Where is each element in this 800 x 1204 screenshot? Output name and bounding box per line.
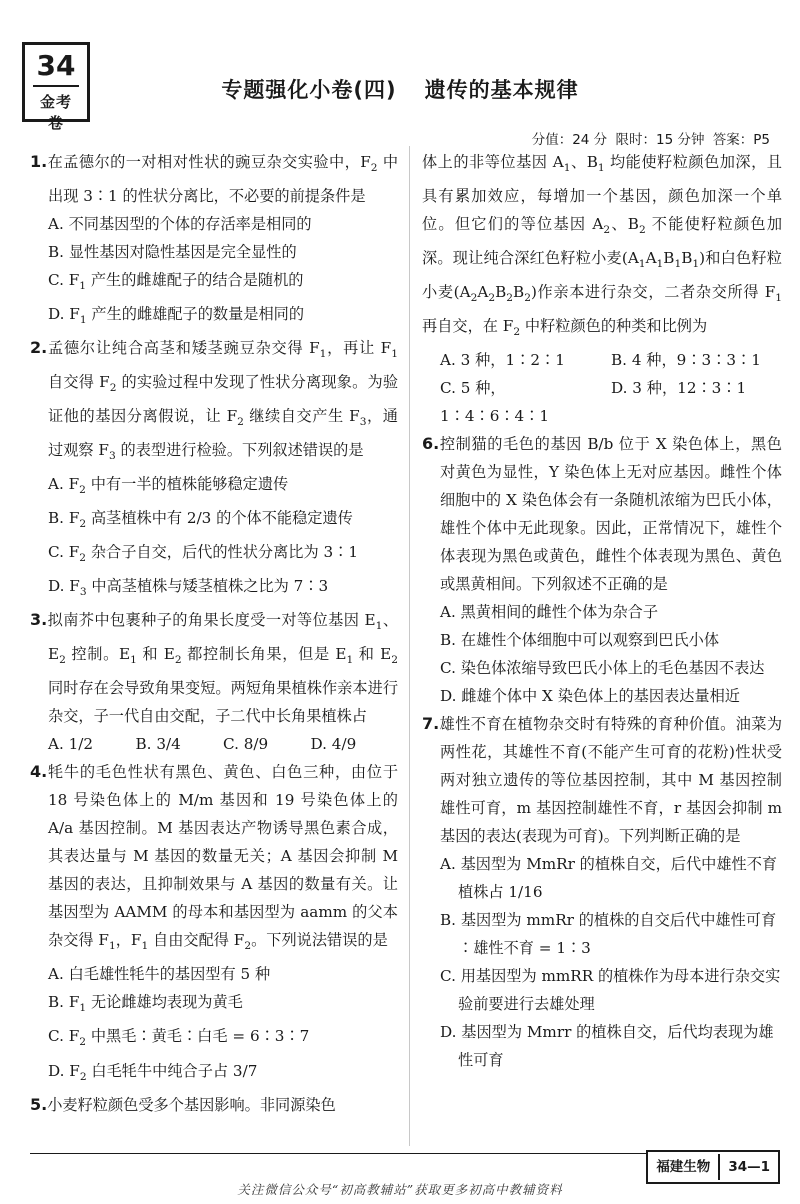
option-c: C. $F_1$ 产生的雌雄配子的结合是随机的 [48, 271, 304, 293]
option-d: D. $F_2$ 白毛牦牛中纯合子占 3/7 [48, 1061, 258, 1083]
paper-meta [528, 128, 770, 148]
option-c: C. $F_2$ 杂合子自交，后代的性状分离比为 3∶1 [48, 543, 359, 565]
question-number: 7. [422, 714, 440, 734]
option-a: A. $F_2$ 中有一半的植株能够稳定遗传 [48, 475, 289, 497]
question-5-start [30, 1091, 398, 1119]
badge-brand: 金考卷 [33, 85, 79, 133]
question-5-cont [422, 148, 782, 430]
option-d: D. 基因型为 Mmrr 的植株自交，后代均表现为雄性可育 [440, 1023, 774, 1070]
option-a: A. 1/2 [48, 735, 94, 754]
option-a: A. 白毛雄性牦牛的基因型有 5 种 [48, 965, 271, 984]
meta-time: 限时：15 分钟 [615, 132, 705, 148]
option-a: A. 基因型为 MmRr 的植株自交，后代中雄性不育植株占 1/16 [440, 855, 778, 902]
question-number: 6. [422, 434, 440, 454]
option-b: B. 3/4 [135, 735, 181, 754]
question-stem-continued: 体上的非等位基因 $A_1$、$B_1$ 均能使籽粒颜色加深，且具有累加效应，每增加一个基因，颜色加深一个单位。但它们的等位基因 $A_2$、$B_2$ 不能使籽粒颜色加深。现让纯合深红色籽粒小麦$(A_1A_1B_1B_1)$和白色籽粒小麦$(A_2A_2B_2B_2)$作亲本进行杂交，二者杂交所得 $F_1$ 再自交，在 $F_2$ 中籽粒颜色的种类和比例为 [422, 153, 783, 339]
option-b: B. $F_2$ 高茎植株中有 2/3 的个体不能稳定遗传 [48, 509, 353, 531]
option-d: D. 雌雄个体中 X 染色体上的基因表达量相近 [440, 687, 740, 706]
question-number: 2. [30, 338, 48, 358]
option-b: B. 4 种，9∶3∶3∶1 [611, 351, 761, 370]
option-a: A. 黑黄相间的雌性个体为杂合子 [440, 603, 659, 622]
option-c: C. 8/9 [223, 735, 269, 754]
question-stem: 牦牛的毛色性状有黑色、黄色、白色三种，由位于 18 号染色体上的 M/m 基因和 19 号染色体上的 A/a 基因控制。M 基因表达产物诱导黑色素合成，其表达量与 M 基因的数量无关；A 基因会抑制 M 基因的表达，且抑制效果与 A 基因的数量有关。让基因型为 AAMM 的母本和基因型为 aamm 的父本杂交得 $F_1$，$F_1$ 自由交配得 $F_2$。下列说法错误的是 [47, 763, 398, 953]
option-c: C. $F_2$ 中黑毛∶黄毛∶白毛 = 6∶3∶7 [48, 1027, 310, 1049]
option-b: B. 显性基因对隐性基因是完全显性的 [48, 243, 297, 262]
question-stem: 孟德尔让纯合高茎和矮茎豌豆杂交得 $F_1$，再让 $F_1$ 自交得 $F_2$ 的实验过程中发现了性状分离现象。为验证他的基因分离假说，让 $F_2$ 继续自交产生 $F_3$，通过观察 $F_3$ 的表型进行检验。下列叙述错误的是 [47, 339, 399, 463]
option-c: C. 染色体浓缩导致巴氏小体上的毛色基因不表达 [440, 659, 765, 678]
question-2 [30, 334, 398, 606]
right-column [422, 148, 782, 1074]
question-stem: 在孟德尔的一对相对性状的豌豆杂交实验中，$F_2$ 中出现 3∶1 的性状分离比，不必要的前提条件是 [47, 153, 399, 206]
question-number: 1. [30, 152, 48, 171]
question-number: 3. [30, 610, 48, 630]
question-3 [30, 606, 398, 758]
question-stem: 小麦籽粒颜色受多个基因影响。非同源染色 [47, 1095, 336, 1114]
option-b: B. $F_1$ 无论雌雄均表现为黄毛 [48, 993, 243, 1015]
title-part1: 专题强化小卷(四) [221, 78, 397, 102]
left-column [30, 148, 398, 1119]
meta-score: 分值：24 分 [531, 132, 608, 148]
footer-page-number: 34—1 [728, 1159, 770, 1175]
option-d: D. 3 种，12∶3∶1 [611, 379, 747, 398]
option-d: D. 4/9 [310, 735, 357, 754]
meta-answer: 答案：P5 [712, 132, 770, 148]
option-d: D. $F_3$ 中高茎植株与矮茎植株之比为 7∶3 [48, 577, 329, 599]
option-b: B. 基因型为 mmRr 的植株的自交后代中雄性可育∶雄性不育 = 1∶3 [440, 911, 777, 958]
footer-subject: 福建生物 [648, 1154, 720, 1180]
title-part2: 遗传的基本规律 [424, 78, 579, 102]
page-title [0, 74, 800, 104]
option-a: A. 不同基因型的个体的存活率是相同的 [48, 215, 312, 234]
question-6 [422, 430, 782, 710]
question-1 [30, 148, 398, 334]
footer-note: 关注微信公众号“初高教辅站”获取更多初高中教辅资料 [237, 1182, 563, 1197]
option-c: C. 5 种，1∶4∶6∶4∶1 [440, 379, 550, 426]
option-c: C. 用基因型为 mmRR 的植株作为母本进行杂交实验前要进行去雄处理 [440, 967, 781, 1014]
question-number: 4. [30, 762, 48, 782]
question-stem: 拟南芥中包裹种子的角果长度受一对等位基因 $E_1$、$E_2$ 控制。$E_1$ 和 $E_2$ 都控制长角果，但是 $E_1$ 和 $E_2$ 同时存在会导致角果变短。两短角果植株作亲本进行杂交，子一代自由交配，子二代中长角果植株占 [47, 611, 399, 726]
question-7 [422, 710, 782, 1074]
question-number: 5. [30, 1094, 48, 1114]
question-stem: 雄性不育在植物杂交时有特殊的育种价值。油菜为两性花，其雄性不育(不能产生可育的花粉)性状受两对独立遗传的等位基因控制，其中 M 基因控制雄性可育，m 基因控制雄性不育，r 基因会抑制 m 基因的表达(表现为可育)。下列判断正确的是 [439, 715, 782, 846]
option-d: D. $F_1$ 产生的雌雄配子的数量是相同的 [48, 305, 305, 327]
question-4 [30, 758, 398, 1090]
footer-page-box [646, 1150, 780, 1184]
question-stem: 控制猫的毛色的基因 B/b 位于 X 染色体上，黑色对黄色为显性，Y 染色体上无对应基因。雌性个体细胞中的 X 染色体会有一条随机浓缩为巴氏小体，雄性个体中无此现象。因此，正常情况下，雄性个体表现为黑色或黄色，雌性个体表现为黑色、黄色或黑黄相间。下列叙述不正确的是 [439, 435, 782, 594]
column-divider [409, 146, 410, 1146]
badge-number: 34 [36, 49, 76, 82]
option-b: B. 在雄性个体细胞中可以观察到巴氏小体 [440, 631, 720, 650]
option-a: A. 3 种，1∶2∶1 [440, 351, 565, 370]
